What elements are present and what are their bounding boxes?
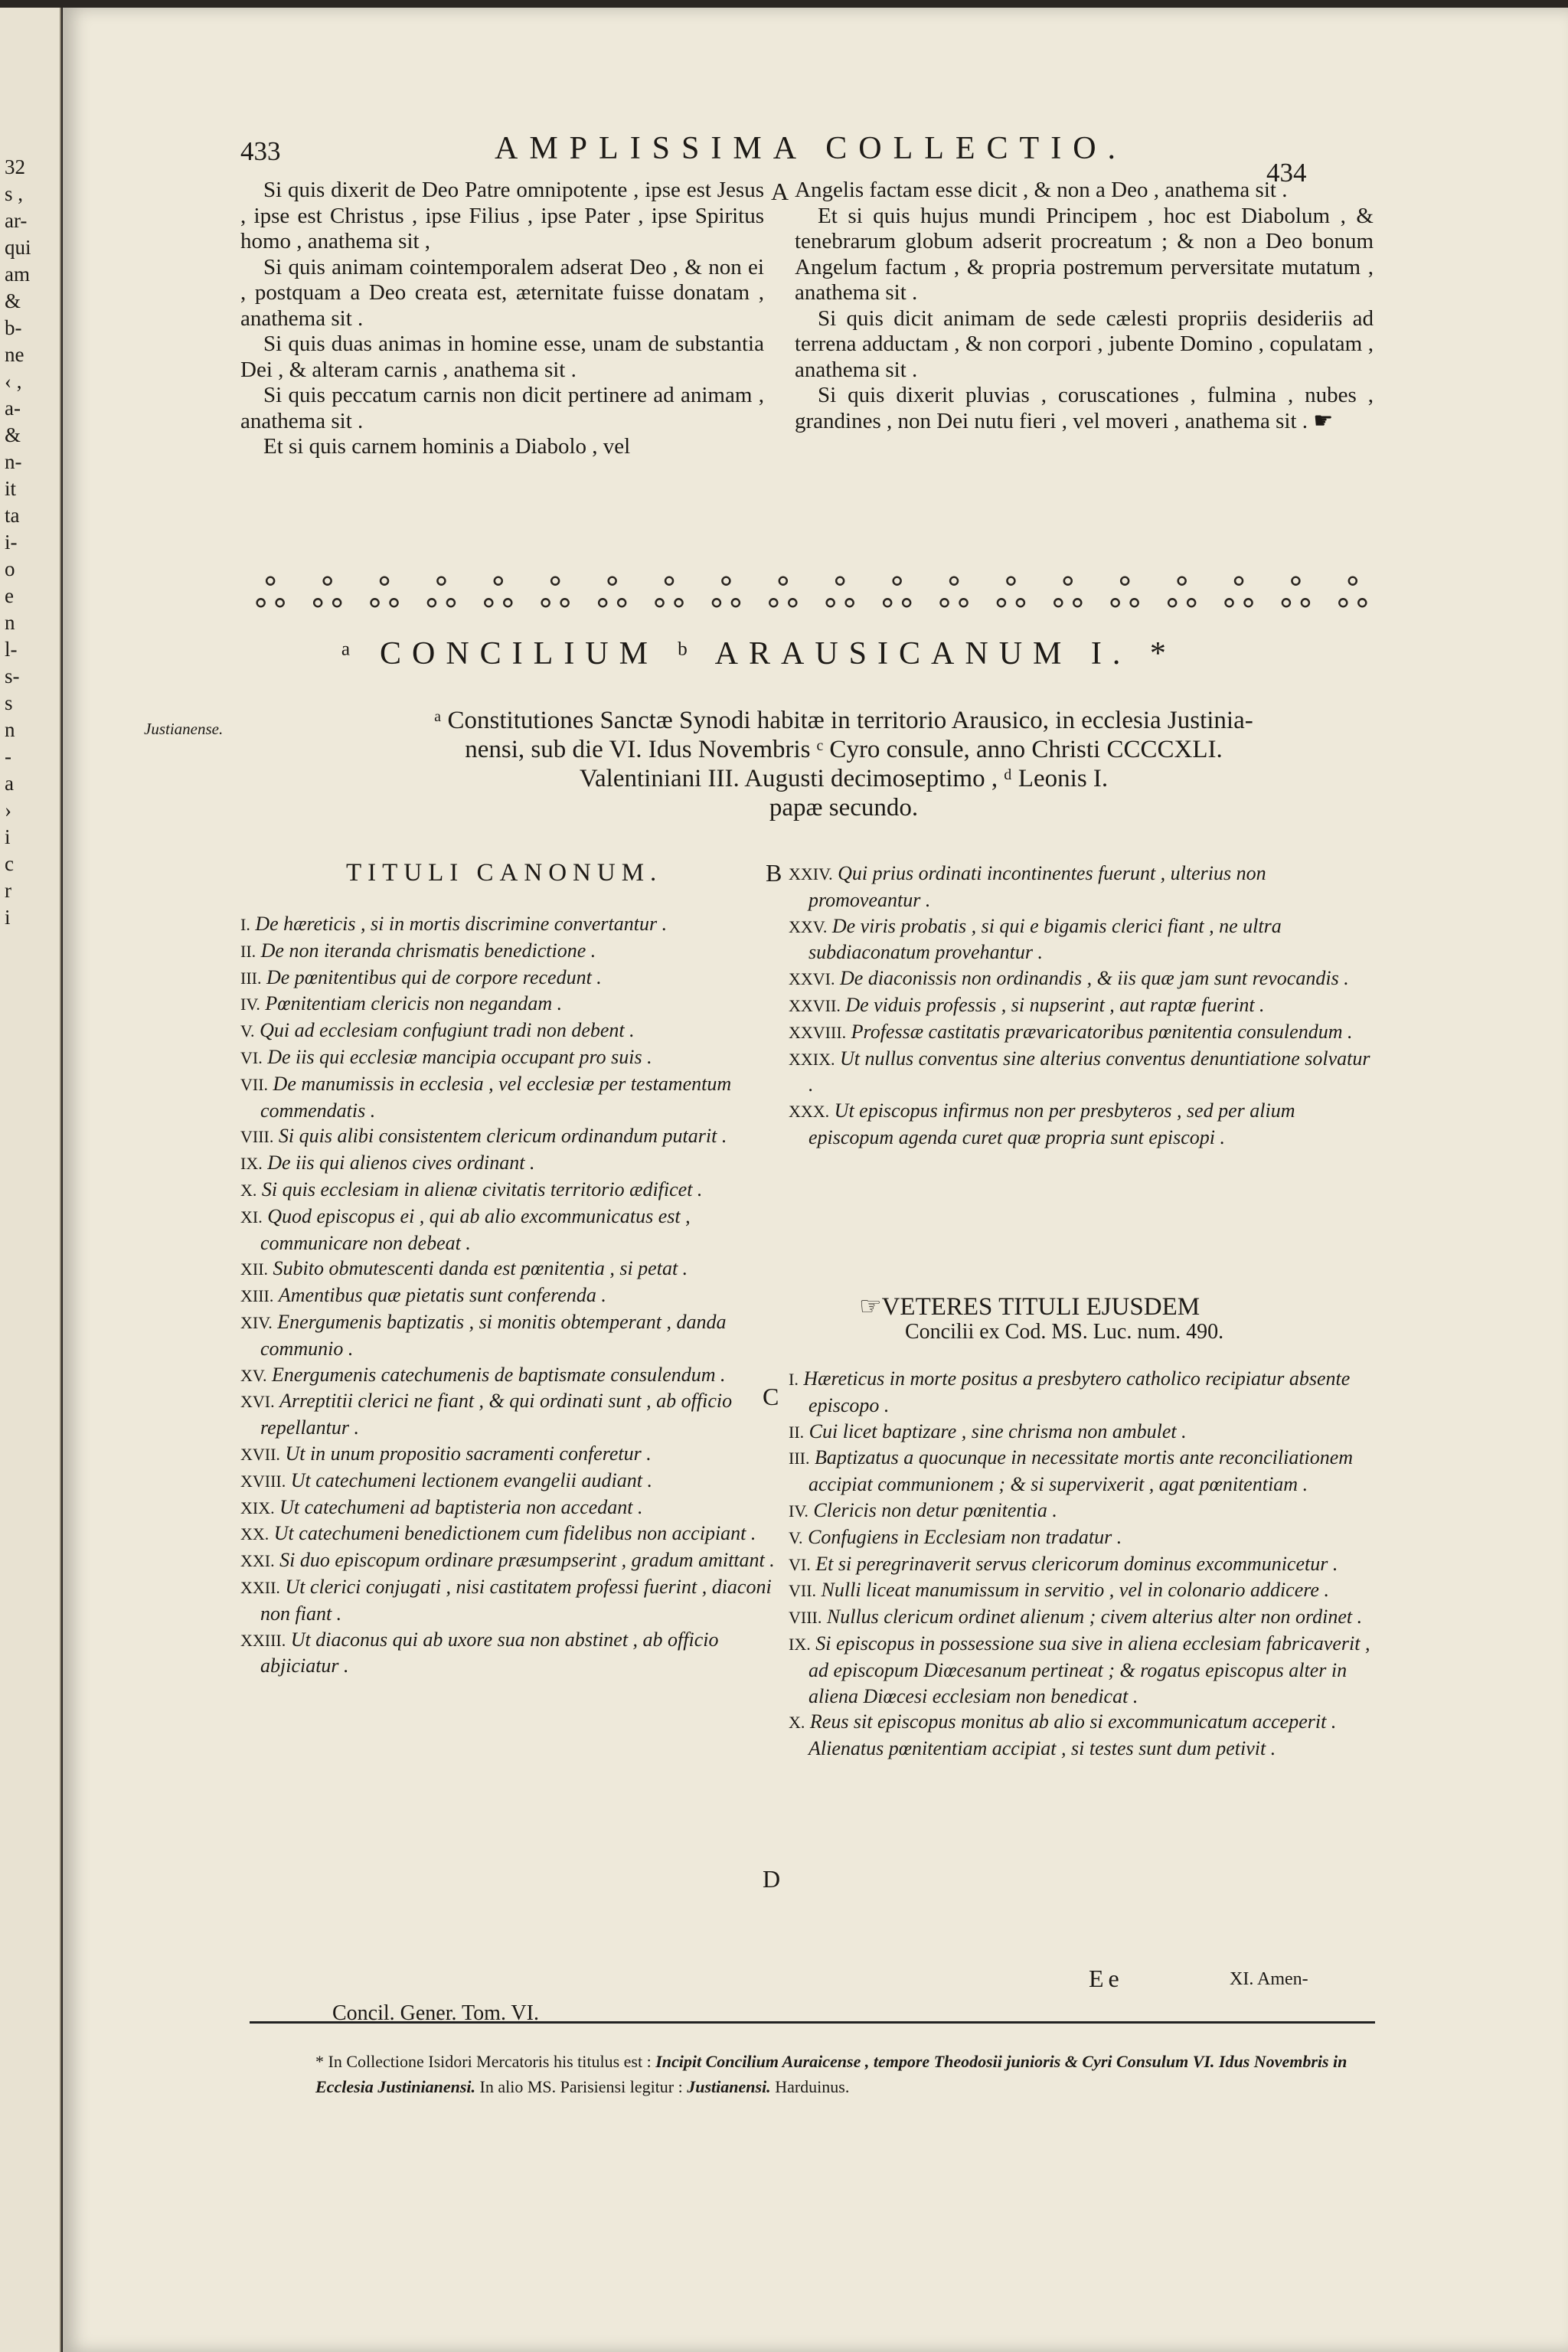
fleuron-icon: ஃ — [426, 571, 457, 617]
prev-page-fragment: s , — [5, 182, 24, 205]
prev-page-fragment: ne — [5, 343, 24, 366]
canon-text: Et si peregrinaverit servus clericorum dominus excommunicetur . — [815, 1552, 1338, 1575]
paragraph: Et si quis hujus mundi Principem , hoc est Diabolum , & tenebrarum globum adserit procreatum ; & non a Deo bonum Angelum factum , & propria postremum perversitate mutatum , anathema sit . — [795, 203, 1374, 305]
canon-text: Ut episcopus infirmus non per presbyteros , sed per alium episcopum agenda curet quæ propria sunt episcopi . — [808, 1099, 1295, 1148]
canon-title — [240, 1627, 776, 1680]
left-column — [240, 178, 764, 460]
volume-signature-note: Concil. Gener. Tom. VI. — [332, 2001, 539, 2025]
prev-page-fragment: e — [5, 584, 14, 607]
fleuron-icon: ஃ — [938, 571, 970, 617]
fleuron-icon: ஃ — [1223, 571, 1255, 617]
canon-title — [789, 861, 1374, 913]
prev-page-fragment: & — [5, 289, 21, 312]
prev-page-fragment: & — [5, 423, 21, 446]
canon-title — [789, 1604, 1374, 1631]
canon-title — [240, 911, 776, 938]
canon-title — [240, 1309, 776, 1362]
canon-text: De non iteranda chrismatis benedictione . — [260, 939, 596, 962]
canon-title — [240, 1282, 776, 1309]
canon-number: XVI. — [240, 1392, 275, 1412]
canon-text: Cui licet baptizare , sine chrisma non ambulet . — [808, 1419, 1187, 1442]
fleuron-icon: ஃ — [824, 571, 856, 617]
canon-number: XI. — [240, 1207, 263, 1227]
canon-text: Clericis non detur pœnitentia . — [813, 1498, 1057, 1521]
canon-number: IX. — [240, 1154, 263, 1174]
prev-page-fragment: s- — [5, 665, 20, 688]
margin-letter-d: D — [763, 1865, 781, 1893]
canon-number: XXI. — [240, 1551, 275, 1571]
canon-text: De iis qui ecclesiæ mancipia occupant pro suis . — [267, 1045, 652, 1068]
canon-title — [789, 1498, 1374, 1524]
fleuron-icon: ஃ — [710, 571, 742, 617]
canon-number: VI. — [240, 1047, 263, 1067]
canon-text: Ut catechumeni ad baptisteria non accedant . — [279, 1495, 643, 1518]
veteres-list — [789, 1366, 1374, 1762]
intro-line: ᵃ Constitutiones Sanctæ Synodi habitæ in territorio Arausico, in ecclesia Justinia- — [434, 707, 1253, 734]
fleuron-icon: ஃ — [1052, 571, 1084, 617]
canon-text: Ut catechumeni benedictionem cum fidelibus non accipiant . — [273, 1522, 756, 1545]
paragraph: Si quis peccatum carnis non dicit pertinere ad animam , anathema sit . — [240, 383, 764, 433]
canon-number: I. — [240, 915, 250, 934]
canon-title — [240, 1494, 776, 1521]
canon-number: XV. — [240, 1365, 267, 1385]
canon-text: De manumissis in ecclesia , vel ecclesiæ per testamentum commendatis . — [260, 1072, 732, 1122]
canon-title — [789, 1524, 1374, 1551]
canon-text: Nulli liceat manumissum in servitio , vel in colonario addicere . — [821, 1579, 1329, 1602]
paragraph: Et si quis carnem hominis a Diabolo , vel — [263, 434, 631, 459]
canon-text: De iis qui alienos cives ordinant . — [267, 1152, 535, 1174]
prev-page-fragment: am — [5, 263, 30, 286]
canon-title — [240, 1204, 776, 1256]
canon-text: Ut diaconus qui ab uxore sua non abstinet , ab officio abjiciatur . — [260, 1628, 719, 1677]
ornament-band — [242, 570, 1381, 618]
prev-page-fragment: a — [5, 772, 14, 795]
canon-title — [789, 1445, 1374, 1498]
canon-number: VI. — [789, 1554, 811, 1574]
paragraph: Si quis duas animas in homine esse, unam de substantia Dei , & alteram carnis , anathema sit . — [240, 332, 764, 382]
canon-number: XII. — [240, 1259, 269, 1279]
canon-number: IV. — [240, 995, 260, 1014]
canon-title — [789, 1366, 1374, 1419]
canon-number: VII. — [789, 1581, 817, 1601]
canon-text: Si quis alibi consistentem clericum ordinandum putarit . — [278, 1125, 727, 1148]
manicule-icon: ☛ — [1313, 408, 1334, 433]
paragraph: Si quis dixerit pluvias , coruscationes , fulmina , nubes , grandines , non Dei nutu fieri , vel moveri , anathema sit . ☛ — [795, 383, 1374, 433]
canon-title — [240, 1441, 776, 1468]
canon-title — [789, 1046, 1374, 1099]
canon-title — [789, 992, 1374, 1019]
prev-page-fragment: ar- — [5, 209, 28, 232]
margin-letter-b: B — [766, 859, 782, 887]
canon-text: Hæreticus in morte positus a presbytero catholico recipiatur absente episcopo . — [803, 1367, 1351, 1416]
fleuron-icon: ஃ — [254, 571, 286, 617]
canon-text: Subito obmutescenti danda est pœnitentia , si petat . — [273, 1257, 688, 1280]
canon-title — [240, 1071, 776, 1124]
running-title: AMPLISSIMA COLLECTIO. — [495, 131, 1128, 166]
previous-page-edge — [0, 8, 61, 2352]
fleuron-icon: ஃ — [767, 571, 799, 617]
canon-title — [240, 1521, 776, 1547]
canon-text: De diaconissis non ordinandis , & iis quæ jam sunt revocandis . — [840, 967, 1349, 990]
catchword: XI. Amen- — [1230, 1969, 1308, 1989]
fleuron-icon: ஃ — [653, 571, 685, 617]
fleuron-icon: ஃ — [539, 571, 571, 617]
canon-text: Energumenis baptizatis , si monitis obtemperant , danda communio . — [260, 1310, 727, 1360]
canon-list-right — [789, 861, 1374, 1151]
canon-text: Pœnitentiam clericis non negandam . — [265, 992, 563, 1015]
canon-text: De viris probatis , si qui e bigamis clerici fiant , ne ultra subdiaconatum provehantur . — [808, 914, 1282, 964]
veteres-heading: ☞VETERES TITULI EJUSDEM — [859, 1293, 1200, 1321]
paragraph: Si quis animam cointemporalem adserat Deo , & non ei , postquam a Deo creata est, æternitate fuisse donatam , anathema sit . — [240, 254, 764, 331]
canon-number: XVIII. — [240, 1471, 286, 1491]
canon-title — [240, 1362, 776, 1389]
canon-number: XIV. — [240, 1312, 273, 1332]
canon-number: XXIII. — [240, 1630, 286, 1650]
canon-title — [240, 991, 776, 1018]
canon-number: VII. — [240, 1074, 269, 1094]
canon-number: XXIX. — [789, 1049, 835, 1069]
canon-number: XXV. — [789, 916, 828, 936]
canon-title — [789, 1631, 1374, 1709]
canon-title — [240, 1547, 776, 1574]
fleuron-icon: ஃ — [1109, 571, 1141, 617]
canon-title — [240, 1044, 776, 1071]
footnote-rule — [250, 2021, 1375, 2024]
canon-number: VIII. — [789, 1608, 822, 1628]
prev-page-fragment: i- — [5, 531, 18, 554]
canon-title — [789, 1419, 1374, 1446]
prev-page-fragment: 32 — [5, 155, 25, 178]
veteres-subheading: Concilii ex Cod. MS. Luc. num. 490. — [905, 1320, 1224, 1344]
canon-text: Baptizatus a quocunque in necessitate mortis ante reconciliationem accipiat communionem ; & si supervixerit , agat pœnitentiam . — [808, 1446, 1354, 1496]
page-number-right: 434 — [1266, 158, 1307, 188]
canon-text: Qui prius ordinati incontinentes fuerunt , ulterius non promoveantur . — [808, 862, 1266, 911]
canon-text: Arreptitii clerici ne fiant , & qui ordinati sunt , ab officio repellantur . — [260, 1390, 733, 1439]
fleuron-icon: ஃ — [1166, 571, 1197, 617]
canon-title — [789, 1019, 1374, 1046]
prev-page-fragment: r — [5, 879, 11, 902]
gathering-signature: Ee — [1089, 1965, 1124, 1992]
canon-title — [240, 938, 776, 965]
canon-text: Nullus clericum ordinet alienum ; civem alterius alter non ordinet . — [826, 1606, 1363, 1628]
canon-title — [240, 1150, 776, 1177]
canon-number: XIII. — [240, 1286, 274, 1306]
canon-text: Professæ castitatis prævaricatoribus pœnitentia consulendum . — [851, 1020, 1353, 1043]
canon-number: XX. — [240, 1524, 270, 1544]
canon-number: III. — [789, 1449, 810, 1468]
prev-page-fragment: i — [5, 906, 11, 929]
canon-number: X. — [240, 1180, 257, 1200]
canon-number: XXX. — [789, 1102, 830, 1122]
canon-title — [789, 1709, 1374, 1762]
intro-line: nensi, sub die VI. Idus Novembris ᶜ Cyro consule, anno Christi CCCCXLI. — [465, 736, 1223, 763]
canon-title — [789, 1577, 1374, 1604]
canon-number: XXVI. — [789, 969, 835, 989]
canon-text: De viduis professis , si nupserint , aut raptæ fuerint . — [845, 993, 1265, 1016]
paragraph: Si quis dixerit de Deo Patre omnipotente , ipse est Jesus , ipse est Christus , ipse Filius , ipse Pater , ipse Spiritus homo , anathema sit , — [240, 178, 764, 253]
council-intro — [315, 706, 1372, 822]
prev-page-fragment: it — [5, 477, 17, 500]
fleuron-icon: ஃ — [312, 571, 343, 617]
canon-title — [240, 1123, 776, 1150]
canon-number: X. — [789, 1713, 805, 1733]
canon-text: Si quis ecclesiam in alienæ civitatis territorio ædificet . — [261, 1178, 703, 1200]
canon-number: I. — [789, 1370, 799, 1389]
prev-page-fragment: - — [5, 745, 11, 768]
canon-text: Ut in unum propositio sacramenti conferetur . — [285, 1442, 652, 1465]
footnote: * In Collectione Isidori Mercatoris his titulus est : Incipit Concilium Auraicense , tempore Theodosii junioris & Cyri Consulum VI. Idus Novembris in Ecclesia Justinianensi. In alio MS. Parisiensi legitur : Justianensi. Harduinus. — [315, 2052, 1348, 2096]
canon-number: II. — [789, 1422, 805, 1442]
canon-number: XXII. — [240, 1577, 280, 1597]
canon-number: II. — [240, 941, 256, 961]
prev-page-fragment: n — [5, 718, 15, 741]
canon-title — [240, 1468, 776, 1494]
prev-page-fragment: qui — [5, 236, 31, 259]
canon-title — [240, 1388, 776, 1441]
intro-line: Valentiniani III. Augusti decimoseptimo , ᵈ Leonis I. — [579, 765, 1109, 792]
prev-page-fragment: › — [5, 799, 11, 822]
canon-number: XXIV. — [789, 864, 833, 884]
prev-page-fragment: n — [5, 611, 15, 634]
prev-page-fragment: i — [5, 825, 11, 848]
canon-number: IV. — [789, 1501, 808, 1521]
margin-note: Justianense. — [144, 720, 224, 738]
canon-number: XXVIII. — [789, 1022, 847, 1042]
right-column — [795, 178, 1374, 434]
prev-page-fragment: a- — [5, 397, 21, 420]
concilium-title: ᵃ CONCILIUM ᵇ ARAUSICANUM I. * — [341, 636, 1177, 671]
prev-page-fragment: l- — [5, 638, 18, 661]
canon-number: XIX. — [240, 1498, 275, 1517]
margin-letter-a: A — [771, 178, 789, 205]
canon-number: XVII. — [240, 1444, 280, 1464]
canon-number: VIII. — [240, 1127, 274, 1147]
canon-text: Si episcopus in possessione sua sive in aliena ecclesiam fabricaverit , ad episcopum Diœcesanum pertineat ; & rogatus episcopus alter in aliena Diœcesi ecclesiam non benedicat . — [808, 1632, 1370, 1707]
canon-text: Qui ad ecclesiam confugiunt tradi non debent . — [260, 1019, 635, 1042]
canon-list-left — [240, 911, 776, 1679]
canon-title — [240, 1574, 776, 1627]
canon-text: Ut catechumeni lectionem evangelii audiant . — [290, 1468, 652, 1491]
canon-text: Amentibus quæ pietatis sunt conferenda . — [278, 1284, 606, 1307]
fleuron-icon: ஃ — [1337, 571, 1369, 617]
prev-page-fragment: ‹ , — [5, 370, 22, 393]
canon-text: Reus sit episcopus monitus ab alio si excommunicatum acceperit . Alienatus pœnitentiam accipiat , si testes sunt dum petivit . — [808, 1710, 1337, 1760]
canon-number: V. — [240, 1021, 255, 1041]
canon-title — [789, 1551, 1374, 1578]
fleuron-icon: ஃ — [596, 571, 628, 617]
canon-title — [240, 1177, 776, 1204]
page-number-left: 433 — [240, 136, 281, 166]
fleuron-icon: ஃ — [881, 571, 913, 617]
canon-number: XXVII. — [789, 995, 841, 1015]
fleuron-icon: ஃ — [482, 571, 514, 617]
canon-text: Ut clerici conjugati , nisi castitatem professi fuerint , diaconi non fiant . — [260, 1575, 772, 1625]
prev-page-fragment: s — [5, 691, 13, 714]
margin-letter-c: C — [763, 1383, 779, 1410]
canon-text: Confugiens in Ecclesiam non tradatur . — [808, 1525, 1122, 1548]
canon-title — [789, 965, 1374, 992]
paragraph: Si quis dicit animam de sede cælesti propriis desideriis ad terrena adductam , & non corpori , jubente Domino , copulatam , anathema sit . — [795, 305, 1374, 382]
fleuron-icon: ஃ — [1280, 571, 1312, 617]
canon-title — [789, 913, 1374, 966]
canon-text: De hæreticis , si in mortis discrimine convertantur . — [255, 913, 668, 935]
paragraph: Angelis factam esse dicit , & non a Deo , anathema sit . — [795, 178, 1288, 202]
fleuron-icon: ஃ — [995, 571, 1027, 617]
prev-page-fragment: o — [5, 557, 15, 580]
prev-page-fragment: b- — [5, 316, 22, 339]
fleuron-icon: ஃ — [368, 571, 400, 617]
canon-title — [789, 1098, 1374, 1151]
canon-title — [240, 1018, 776, 1044]
canon-text: Quod episcopus ei , qui ab alio excommunicatus est , communicare non debeat . — [260, 1204, 691, 1254]
canon-text: Energumenis catechumenis de baptismate consulendum . — [271, 1363, 726, 1386]
canon-title — [240, 965, 776, 991]
canon-number: V. — [789, 1527, 803, 1547]
canon-number: III. — [240, 968, 262, 988]
canon-text: Si duo episcopum ordinare præsumpserint , gradum amittant . — [279, 1549, 775, 1572]
prev-page-fragment: ta — [5, 504, 20, 527]
prev-page-fragment: c — [5, 852, 14, 875]
canon-text: Ut nullus conventus sine alterius conventus denuntiatione solvatur . — [808, 1047, 1370, 1096]
canon-title — [240, 1256, 776, 1282]
prev-page-fragment: n- — [5, 450, 22, 473]
tituli-heading: TITULI CANONUM. — [346, 859, 663, 887]
book-page — [63, 8, 1568, 2352]
canon-number: IX. — [789, 1634, 811, 1654]
canon-text: De pœnitentibus qui de corpore recedunt . — [266, 965, 602, 988]
intro-line: papæ secundo. — [769, 794, 919, 822]
